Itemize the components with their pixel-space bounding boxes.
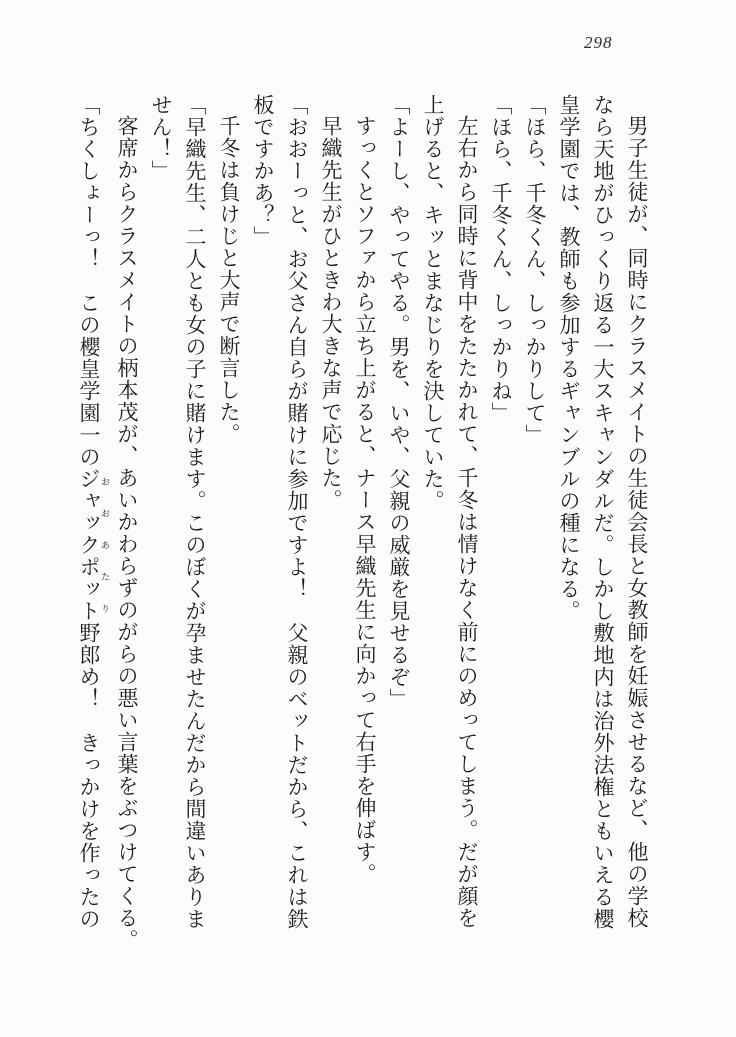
text-line-17: 「ちくしょーっ！ この櫻皇学園一のジャックポット おおあたり野郎め！ きっかけを作ったの	[77, 94, 110, 930]
text-line-12: 板ですかあ？」	[251, 94, 275, 248]
text-line-4: 「ほら、千冬くん、しっかりして」	[523, 94, 547, 446]
text-line-7: 上げると、キッとまなじりを決していた。	[421, 94, 445, 512]
text-line-10: 早織先生がひときわ大きな声で応じた。	[319, 115, 343, 511]
ruby-annotated-word: ジャックポット おおあたり	[77, 468, 110, 622]
text-line-15: せん！」	[149, 94, 173, 182]
text-line-2: なら天地がひっくり返る一大スキャンダルだ。しかし敷地内は治外法権ともいえる櫻	[591, 94, 615, 930]
text-line-5: 「ほら、千冬くん、しっかりね」	[489, 94, 513, 424]
text-line-8: 「よーし、やってやる。男を、いや、父親の威厳を見せるぞ」	[387, 94, 411, 710]
text-line-3: 皇学園では、教師も参加するギャンブルの種になる。	[557, 94, 581, 622]
text-line-1: 男子生徒が、同時にクラスメイトの生徒会長と女教師を妊娠させるなど、他の学校	[625, 115, 649, 929]
text-line-16: 客席からクラスメイトの柄本茂が、あいかわらずのがらの悪い言葉をぶつけてくる。	[115, 115, 139, 951]
text-line-6: 左右から同時に背中をたたかれて、千冬は情けなく前にのめってしまう。だが顔を	[455, 115, 479, 929]
text-line-11: 「おおーっと、お父さん自らが賭けに参加ですよ！ 父親のベットだから、これは鉄	[285, 94, 309, 930]
vertical-text-block	[72, 94, 654, 951]
text-line-9: すっくとソファから立ち上がると、ナース早織先生に向かって右手を伸ばす。	[353, 115, 377, 885]
text-line-14: 「早織先生、二人とも女の子に賭けます。このぼくが孕ませたんだから間違いありま	[183, 94, 207, 930]
page-number: 298	[584, 33, 613, 52]
text-line-13: 千冬は負けじと大声で断言した。	[217, 115, 241, 445]
